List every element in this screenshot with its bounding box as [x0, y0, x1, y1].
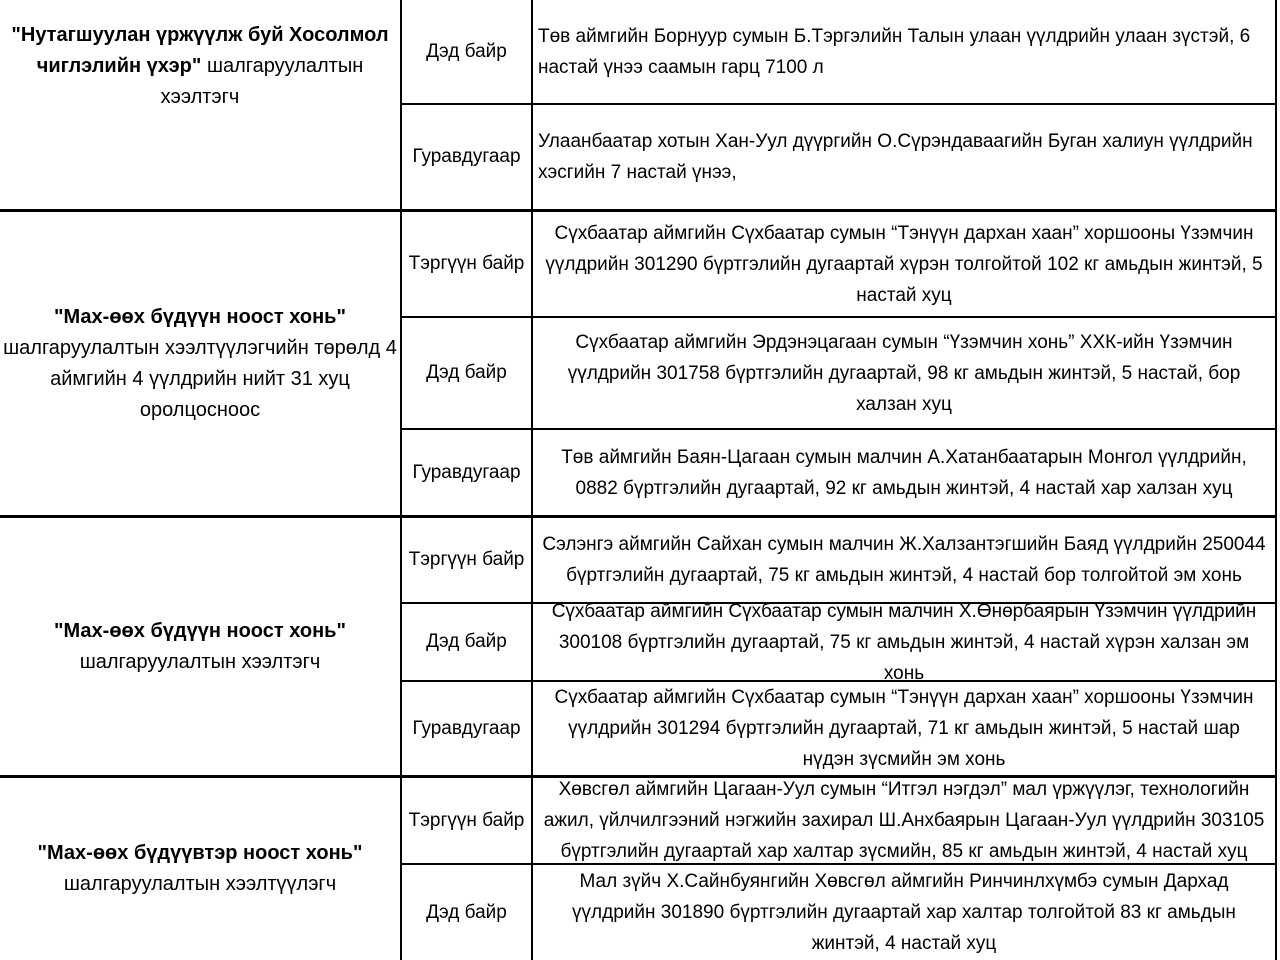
table-row: [402, 212, 1275, 318]
category-cell: [0, 518, 402, 775]
rank-cell: Дэд байр: [402, 0, 533, 103]
category-subtitle: шалгаруулалтын хээлтэгч: [79, 650, 321, 673]
category-title: "Мах-өөх бүдүүн ноост хонь": [54, 619, 346, 642]
description-cell: Сүхбаатар аймгийн Сүхбаатар сумын “Тэнүүн дархан хаан” хоршооны Үзэмчин үүлдрийн 301294 бүртгэлийн дугаартай, 71 кг амьдын жинтэй, 5 настай шар нүдэн зүсмийн эм хонь: [554, 687, 1254, 770]
category-subtitle: шалгаруулалтын хээлтэгч: [160, 55, 364, 108]
table-section-sheep-dams: [0, 518, 1275, 778]
description-cell: Сүхбаатар аймгийн Сүхбаатар сумын “Тэнүүн дархан хаан” хоршооны Үзэмчин үүлдрийн 301290 бүртгэлийн дугаартай хүрэн толгойтой 102 кг амьдын жинтэй, 5 настай хуц: [545, 222, 1263, 306]
rank-cell: Дэд байр: [402, 604, 533, 680]
rank-cell: Гуравдугаар: [402, 682, 533, 775]
rank-cell: Дэд байр: [402, 318, 533, 428]
description-cell: Төв аймгийн Баян-Цагаан сумын малчин А.Хатанбаатарын Монгол үүлдрийн, 0882 бүртгэлийн дугаартай, 92 кг амьдын жинтэй, 4 настай хар халзан хуц: [561, 446, 1247, 499]
description-cell: Төв аймгийн Борнуур сумын Б.Тэргэлийн Талын улаан үүлдрийн улаан зүстэй, 6 настай үнээ саамын гарц 7100 л: [538, 25, 1251, 78]
table-row: [402, 105, 1275, 209]
description-cell: Сүхбаатар аймгийн Сүхбаатар сумын малчин Х.Өнөрбаярын Үзэмчин үүлдрийн 300108 бүртгэлийн дугаартай, 75 кг амьдын жинтэй, 4 настай хүрэн халзан эм хонь: [551, 600, 1257, 684]
table-row: [402, 430, 1275, 515]
section-rows: [402, 518, 1275, 775]
section-rows: [402, 778, 1275, 960]
rank-cell: Тэргүүн байр: [402, 518, 533, 602]
table-section-sheep-sires: [0, 212, 1275, 518]
category-cell: [0, 212, 402, 515]
category-subtitle: шалгаруулалтын хээлтүүлэгч: [63, 873, 337, 895]
description-cell: Сэлэнгэ аймгийн Сайхан сумын малчин Ж.Халзантэгшийн Баяд үүлдрийн 250044 бүртгэлийн дугаартай, 75 кг амьдын жинтэй, 4 настай бор толгойтой эм хонь: [542, 534, 1266, 586]
category-subtitle: шалгаруулалтын хээлтүүлэгчийн төрөлд 4 аймгийн 4 үүлдрийн нийт 31 хуц оролцосноос: [3, 336, 397, 421]
description-cell: Мал зүйч Х.Сайнбуянгийн Хөвсгөл аймгийн Ринчинлхүмбэ сумын Дархад үүлдрийн 301890 бүртгэлийн дугаартай хар халтар толгойтой 83 кг амьдын жинтэй, 4 настай хуц: [572, 871, 1236, 954]
table-row: [402, 865, 1275, 960]
table-row: [402, 0, 1275, 105]
rank-cell: Тэргүүн байр: [402, 212, 533, 316]
category-text: [2, 20, 398, 113]
category-cell: [0, 0, 402, 209]
category-title: "Нутагшуулан үржүүлж буй Хосолмол чиглэлийн үхэр": [11, 24, 389, 77]
category-cell: [0, 778, 402, 960]
section-rows: [402, 0, 1275, 209]
table-row: [402, 318, 1275, 430]
table-row: [402, 518, 1275, 604]
table-section-cattle: [0, 0, 1275, 212]
rank-cell: Дэд байр: [402, 865, 533, 960]
rank-cell: Тэргүүн байр: [402, 778, 533, 863]
category-text: [2, 616, 398, 678]
category-title: "Мах-өөх бүдүүн ноост хонь": [54, 305, 346, 328]
category-text: [2, 302, 398, 426]
category-text: [2, 838, 398, 900]
description-cell: Улаанбаатар хотын Хан-Уул дүүргийн О.Сүрэндаваагийн Буган халиун үүлдрийн хэсгийн 7 настай үнээ,: [538, 131, 1253, 183]
category-title: "Мах-өөх бүдүүвтэр ноост хонь": [37, 842, 363, 864]
description-cell: Сүхбаатар аймгийн Эрдэнэцагаан сумын “Үзэмчин хонь” ХХК-ийн Үзэмчин үүлдрийн 301758 бүртгэлийн дугаартай, 98 кг амьдын жинтэй, 5 настай, бор халзан хуц: [567, 331, 1241, 415]
section-rows: [402, 212, 1275, 515]
table-row: [402, 778, 1275, 865]
rank-cell: Гуравдугаар: [402, 430, 533, 515]
table-section-semicoarse-sheep: [0, 778, 1275, 960]
table-row: [402, 682, 1275, 775]
table-row: [402, 600, 1275, 684]
rank-cell: Гуравдугаар: [402, 105, 533, 209]
description-cell: Хөвсгөл аймгийн Цагаан-Уул сумын “Итгэл нэгдэл” мал үржүүлэг, технологийн ажил, үйлчилгээний нэгжийн захирал Ш.Анхбаярын Цагаан-Уул үүлдрийн 303105 бүртгэлийн дугаартай хар халтар зүсмийн, 85 кг амьдын жинтэй, 4 настай хуц: [543, 779, 1265, 862]
